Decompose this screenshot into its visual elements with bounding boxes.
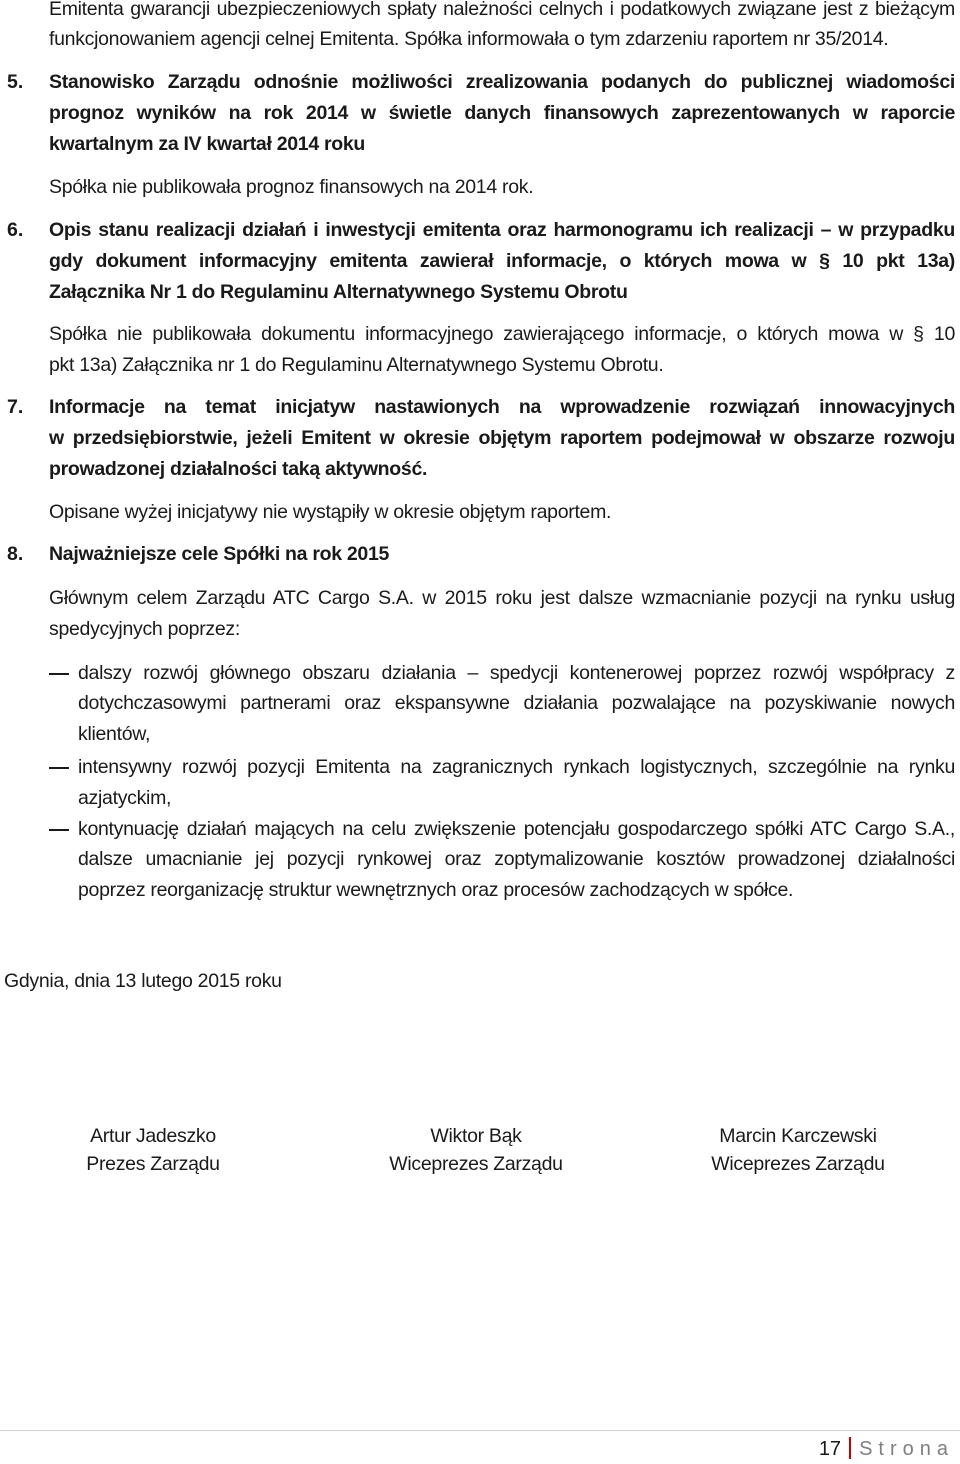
section-heading: Najważniejsze cele Spółki na rok 2015 — [49, 543, 390, 565]
signatory-name: Wiktor Bąk — [430, 1125, 522, 1147]
dash-bullet-icon — [49, 767, 69, 769]
signatory-name: Marcin Karczewski — [719, 1125, 877, 1147]
paragraph-line: Emitenta gwarancji ubezpieczeniowych spłaty należności celnych i podatkowych związane jest z bieżącym — [49, 0, 955, 20]
page-footer — [819, 1434, 954, 1464]
list-item: intensywny rozwój pozycji Emitenta na zagranicznych rynkach logistycznych, szczególnie na rynku — [78, 756, 955, 778]
signatory-role: Prezes Zarządu — [86, 1153, 220, 1175]
dash-bullet-icon — [49, 829, 69, 831]
list-item: dalszy rozwój głównego obszaru działania – spedycji kontenerowej poprzez rozwój współpracy z — [78, 662, 955, 684]
list-item: dalsze umacnianie jej pozycji rynkowej oraz zoptymalizowanie kosztów prowadzonej działalności — [78, 848, 955, 870]
paragraph-line: funkcjonowaniem agencji celnej Emitenta. Spółka informowała o tym zdarzeniu raportem nr 35/2014. — [49, 28, 889, 50]
section-body: Opisane wyżej inicjatywy nie wystąpiły w okresie objętym raportem. — [49, 501, 612, 523]
section-heading: Informacje na temat inicjatyw nastawionych na wprowadzenie rozwiązań innowacyjnych — [49, 396, 955, 418]
section-number: 6. — [7, 219, 24, 241]
list-item: azjatyckim, — [78, 787, 172, 809]
footer-separator — [849, 1437, 851, 1459]
section-heading: prowadzonej działalności taką aktywność. — [49, 458, 428, 480]
section-heading: gdy dokument informacyjny emitenta zawierał informacje, o których mowa w § 10 pkt 13a) — [49, 250, 955, 272]
section-heading: Stanowisko Zarządu odnośnie możliwości zrealizowania podanych do publicznej wiadomości — [49, 71, 955, 93]
section-heading: Załącznika Nr 1 do Regulaminu Alternatywnego Systemu Obrotu — [49, 281, 628, 303]
page-word: Strona — [859, 1438, 954, 1460]
signatory-role: Wiceprezes Zarządu — [389, 1153, 563, 1175]
signatory-vice-president — [668, 1122, 928, 1178]
list-item: dotychczasowymi partnerami oraz ekspansywne działania pozwalające na pozyskiwanie nowych — [78, 692, 955, 714]
section-body: Spółka nie publikowała dokumentu informacyjnego zawierającego informacje, o których mowa w § 10 — [49, 323, 955, 345]
section-heading: kwartalnym za IV kwartał 2014 roku — [49, 133, 366, 155]
section-heading: Opis stanu realizacji działań i inwestycji emitenta oraz harmonogramu ich realizacji – w przypadku — [49, 219, 955, 241]
signatory-name: Artur Jadeszko — [90, 1125, 216, 1147]
signatory-role: Wiceprezes Zarządu — [711, 1153, 885, 1175]
section-number: 8. — [7, 543, 24, 565]
section-body: Głównym celem Zarządu ATC Cargo S.A. w 2015 roku jest dalsze wzmacnianie pozycji na rynku usług — [49, 587, 955, 609]
dash-bullet-icon — [49, 673, 69, 675]
section-heading: w przedsiębiorstwie, jeżeli Emitent w okresie objętym raportem podejmował w obszarze rozwoju — [49, 427, 955, 449]
signatory-president — [23, 1122, 283, 1178]
list-item: poprzez reorganizację struktur wewnętrznych oraz procesów zachodzących w spółce. — [78, 879, 794, 901]
section-body: pkt 13a) Załącznika nr 1 do Regulaminu Alternatywnego Systemu Obrotu. — [49, 354, 664, 376]
list-item: kontynuację działań mających na celu zwiększenie potencjału gospodarczego spółki ATC Cargo S.A., — [78, 818, 955, 840]
section-body: spedycyjnych poprzez: — [49, 618, 240, 640]
section-heading: prognoz wyników na rok 2014 w świetle danych finansowych zaprezentowanych w raporcie — [49, 102, 955, 124]
signatory-vice-president — [346, 1122, 606, 1178]
section-body: Spółka nie publikowała prognoz finansowych na 2014 rok. — [49, 176, 534, 198]
page-number: 17 — [818, 1438, 842, 1460]
footer-divider — [0, 1430, 960, 1431]
place-date: Gdynia, dnia 13 lutego 2015 roku — [4, 970, 282, 992]
section-number: 5. — [7, 71, 24, 93]
section-number: 7. — [7, 396, 24, 418]
list-item: klientów, — [78, 723, 151, 745]
